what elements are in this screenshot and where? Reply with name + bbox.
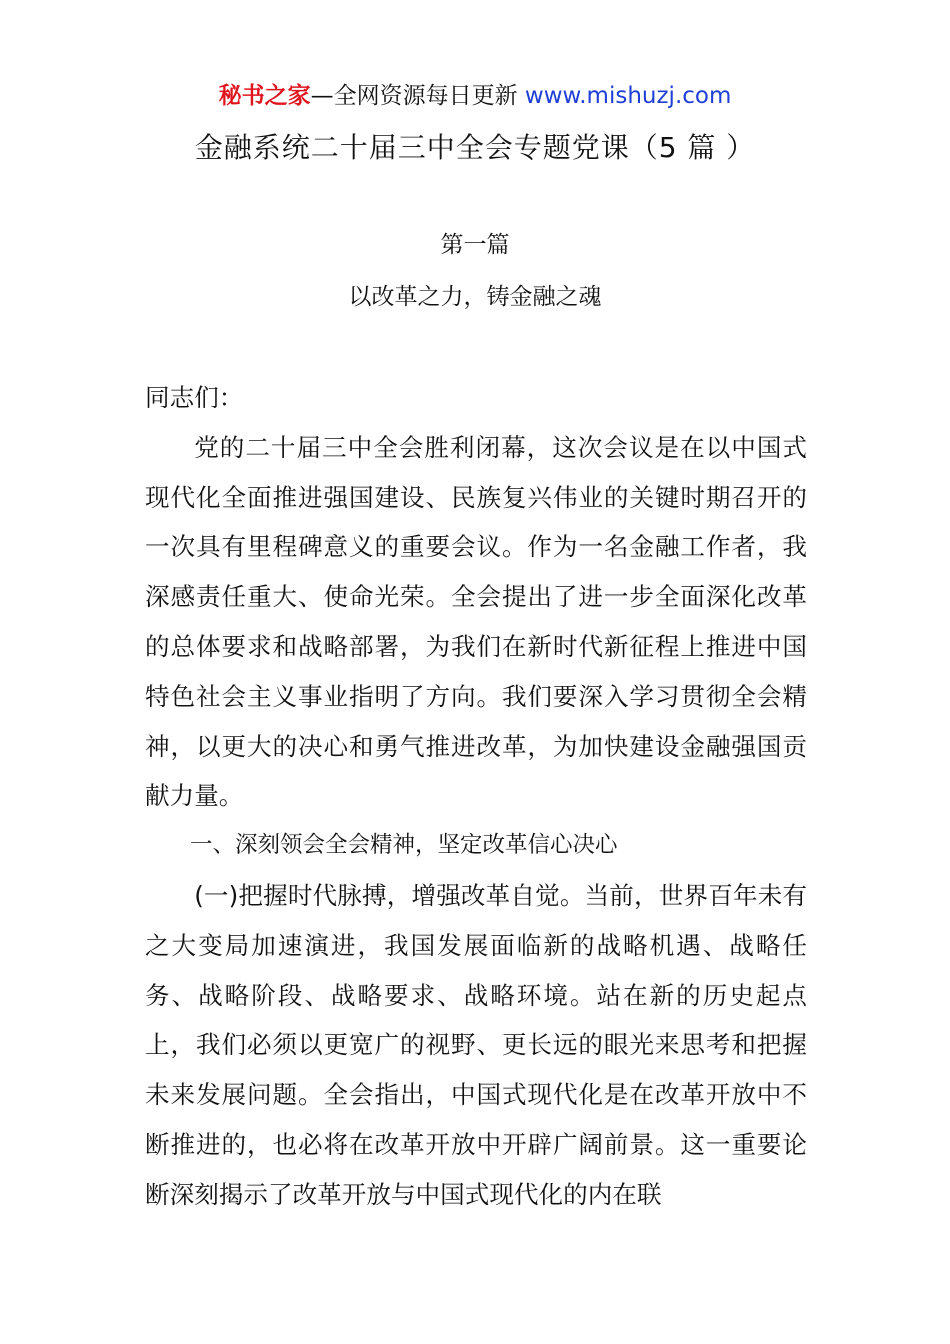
website-link[interactable]: www.mishuzj.com xyxy=(524,83,732,109)
body-paragraph: 党的二十届三中全会胜利闭幕，这次会议是在以中国式现代化全面推进强国建设、民族复兴伟业的关键时期召开的一次具有里程碑意义的重要会议。作为一名金融工作者，我深感责任重大、使命光荣。全会提出了进一步全面深化改革的总体要求和战略部署，为我们在新时代新征程上推进中国特色社会主义事业指明了方向。我们要深入学习贯彻全会精神，以更大的决心和勇气推进改革，为加快建设金融强国贡献力量。 xyxy=(145,432,807,811)
sub-section-paragraph: (一)把握时代脉搏，增强改革自觉。当前，世界百年未有之大变局加速演进，我国发展面临新的战略机遇、战略任务、战略阶段、战略要求、战略环境。站在新的历史起点上，我们必须以更宽广的视野、更长远的眼光来思考和把握未来发展问题。全会指出，中国式现代化是在改革开放中不断推进的，也必将在改革开放中开辟广阔前景。这一重要论断深刻揭示了改革开放与中国式现代化的内在联 xyxy=(145,880,807,1209)
brand-name: 秘书之家 xyxy=(218,83,311,109)
banner-slogan: —全网资源每日更新 xyxy=(310,83,518,109)
document-body xyxy=(145,373,807,1220)
section-heading: 一、深刻领会全会精神，坚定改革信心决心 xyxy=(190,832,618,859)
salutation: 同志们： xyxy=(145,383,244,412)
chapter-heading: 第一篇 xyxy=(440,232,510,258)
document-title: 金融系统二十届三中全会专题党课（5 篇 ） xyxy=(194,131,756,164)
chapter-subtitle: 以改革之力，铸金融之魂 xyxy=(348,284,602,310)
site-banner xyxy=(0,80,950,112)
